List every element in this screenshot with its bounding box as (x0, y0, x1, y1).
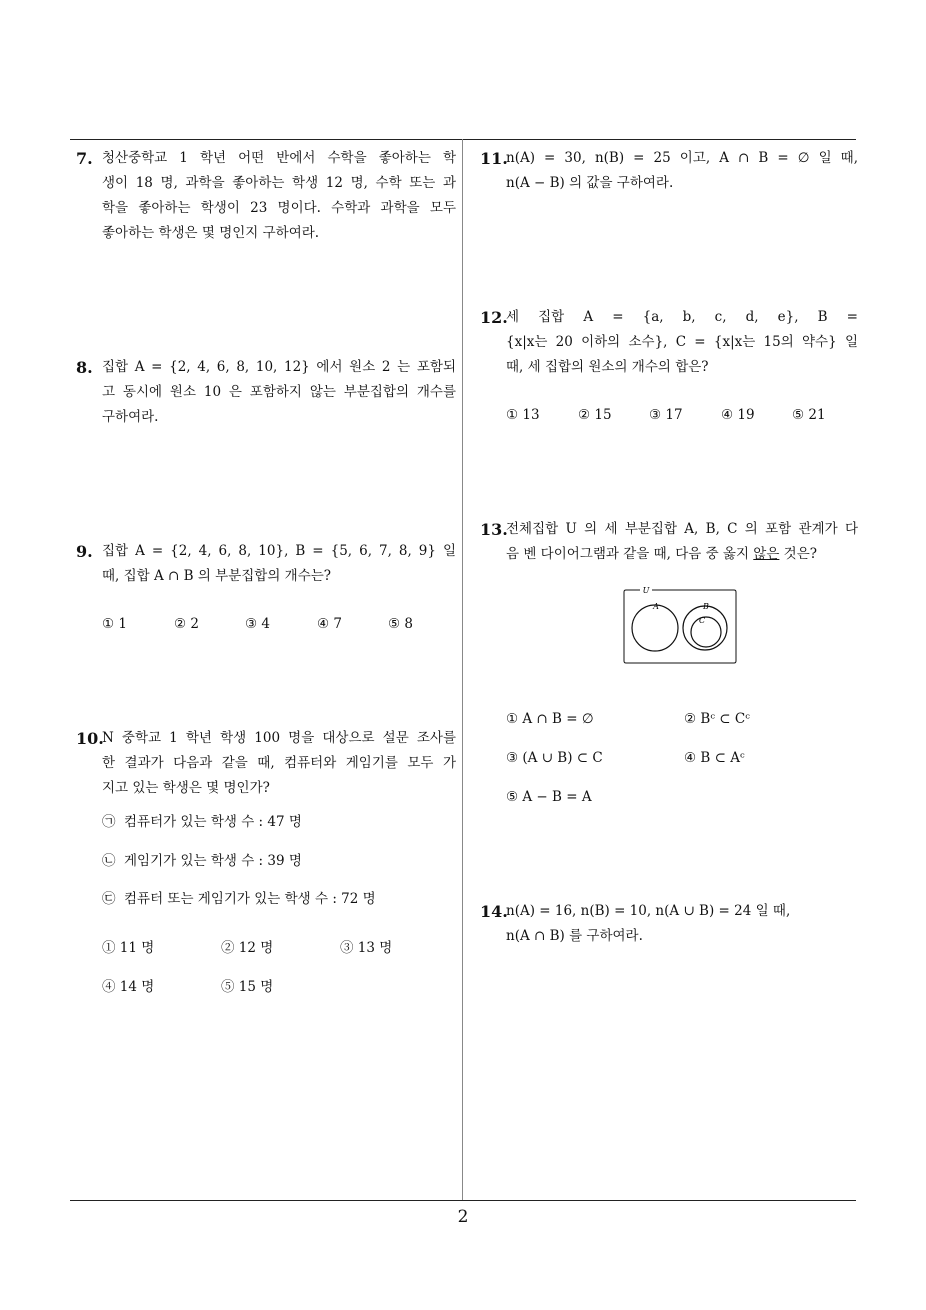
condition-item (102, 810, 302, 830)
item-text: 게임기가 있는 학생 수 : 39 명 (124, 853, 302, 869)
answer-choice[interactable]: ① A ∩ B = ∅ (506, 711, 594, 727)
question-text-segment: 음 벤 다이어그램과 같을 때, 다음 중 옳지 (506, 546, 754, 562)
set-a-circle (632, 605, 678, 651)
question-7 (76, 146, 456, 246)
question-text-line: 한 결과가 다음과 같을 때, 컴퓨터와 게임기를 모두 가 (102, 755, 456, 771)
question-text-line: 때, 집합 A ∩ B 의 부분집합의 개수는? (102, 568, 332, 584)
question-text-line: 때, 세 집합의 원소의 개수의 합은? (506, 359, 709, 375)
question-text-line: 집합 A = {2, 4, 6, 8, 10}, B = {5, 6, 7, 8, 9} 일 (102, 543, 456, 559)
question-text-line: N 중학교 1 학년 학생 100 명을 대상으로 설문 조사를 (102, 730, 456, 746)
answer-choice[interactable]: ② 2 (174, 616, 199, 632)
question-text-line: 세 집합 A = {a, b, c, d, e}, B = (506, 309, 858, 325)
answer-choice[interactable]: ③ 13 명 (340, 940, 393, 956)
question-text-line: 지고 있는 학생은 몇 명인가? (102, 780, 270, 796)
item-marker: ㉠ (102, 814, 116, 830)
answer-choice[interactable]: ③ 4 (245, 616, 270, 632)
condition-item (102, 887, 376, 907)
question-text-line: 고 동시에 원소 10 은 포함하지 않는 부분집합의 개수를 (102, 384, 456, 400)
question-14 (480, 899, 820, 949)
venn-label-a: A (653, 602, 659, 611)
bottom-rule (70, 1200, 856, 1201)
question-text-line: {x|x는 20 이하의 소수}, C = {x|x는 15의 약수} 일 (506, 334, 858, 350)
venn-label-b: B (703, 602, 709, 611)
answer-choice[interactable]: ① 13 (506, 407, 540, 423)
question-text-line: n(A) = 30, n(B) = 25 이고, A ∩ B = ∅ 일 때, (506, 150, 858, 166)
question-8 (76, 355, 456, 430)
question-text-segment: 것은? (779, 546, 817, 562)
answer-choice[interactable]: ⑤ 8 (388, 616, 413, 632)
question-number: 8. (76, 358, 93, 377)
item-text: 컴퓨터가 있는 학생 수 : 47 명 (124, 814, 302, 830)
answer-choice[interactable]: ③ (A ∪ B) ⊂ C (506, 750, 603, 766)
set-c-circle (691, 617, 721, 647)
question-number: 10. (76, 729, 104, 748)
question-text-line: n(A − B) 의 값을 구하여라. (506, 175, 674, 191)
answer-choice[interactable]: ④ 7 (317, 616, 342, 632)
question-text-line: 좋아하는 학생은 몇 명인지 구하여라. (102, 225, 320, 241)
question-text-line: 청산중학교 1 학년 어떤 반에서 수학을 좋아하는 학 (102, 150, 456, 166)
answer-choice[interactable]: ② 12 명 (221, 940, 274, 956)
question-number: 14. (480, 902, 508, 921)
answer-choice[interactable]: ④ 19 (721, 407, 755, 423)
answer-choice[interactable]: ⑤ 15 명 (221, 979, 274, 995)
venn-label-u: U (642, 586, 650, 595)
item-marker: ㉡ (102, 853, 116, 869)
question-text-line: n(A ∩ B) 를 구하여라. (506, 928, 643, 944)
question-text-line: n(A) = 16, n(B) = 10, n(A ∪ B) = 24 일 때, (506, 903, 791, 919)
venn-label-c: C (698, 616, 706, 625)
question-text-line: 학을 좋아하는 학생이 23 명이다. 수학과 과학을 모두 (102, 200, 456, 216)
item-marker: ㉢ (102, 891, 116, 907)
item-text: 컴퓨터 또는 게임기가 있는 학생 수 : 72 명 (124, 891, 376, 907)
answer-choice[interactable]: ② Bᶜ ⊂ Cᶜ (684, 711, 750, 727)
page-number: 2 (457, 1207, 469, 1227)
venn-diagram (622, 585, 738, 665)
question-number: 13. (480, 520, 508, 539)
answer-choice[interactable]: ⑤ A − B = A (506, 789, 592, 805)
answer-choice[interactable]: ③ 17 (649, 407, 683, 423)
condition-item (102, 849, 302, 869)
question-text-line: 집합 A = {2, 4, 6, 8, 10, 12} 에서 원소 2 는 포함되 (102, 359, 456, 375)
underlined-word: 않은 (753, 546, 780, 562)
question-11 (480, 146, 858, 196)
column-divider (462, 139, 463, 1200)
question-text-line: 전체집합 U 의 세 부분집합 A, B, C 의 포함 관계가 다 (506, 521, 858, 537)
question-number: 11. (480, 149, 508, 168)
answer-choice[interactable]: ① 11 명 (102, 940, 155, 956)
answer-choice[interactable]: ④ 14 명 (102, 979, 155, 995)
universal-set-box (624, 590, 736, 663)
question-10 (76, 726, 456, 801)
answer-choice[interactable]: ④ B ⊂ Aᶜ (684, 750, 745, 766)
top-rule (70, 139, 856, 140)
question-number: 9. (76, 542, 93, 561)
question-text-line (506, 542, 858, 567)
question-12 (480, 305, 858, 380)
question-13 (480, 517, 858, 567)
question-number: 12. (480, 308, 508, 327)
question-text-line: 생이 18 명, 과학을 좋아하는 학생 12 명, 수학 또는 과 (102, 175, 456, 191)
question-9 (76, 539, 456, 589)
answer-choice[interactable]: ① 1 (102, 616, 127, 632)
question-number: 7. (76, 149, 93, 168)
question-text-line: 구하여라. (102, 409, 159, 425)
answer-choice[interactable]: ② 15 (578, 407, 612, 423)
answer-choice[interactable]: ⑤ 21 (792, 407, 826, 423)
